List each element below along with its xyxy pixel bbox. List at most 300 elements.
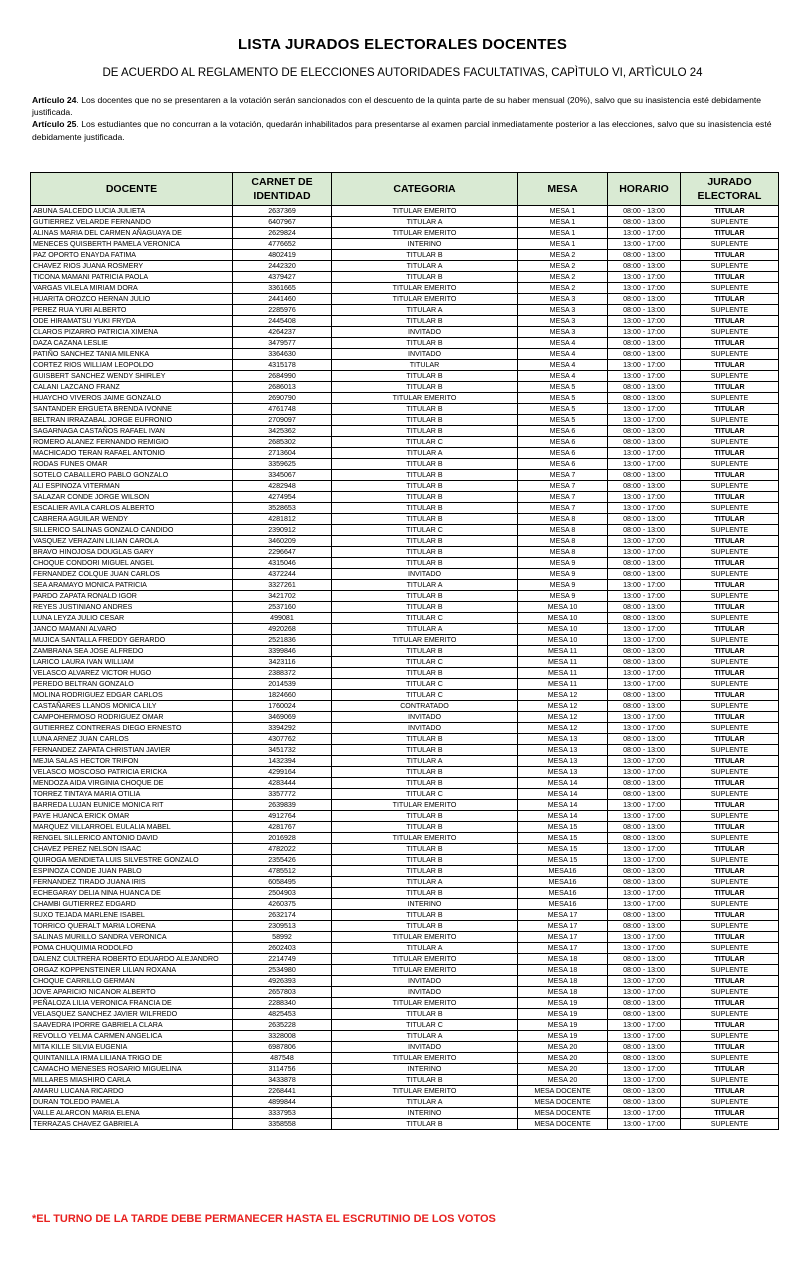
cell-carnet: 2504903 (233, 888, 332, 899)
cell-horario: 13:00 - 17:00 (608, 723, 681, 734)
cell-categoria: INVITADO (332, 976, 518, 987)
cell-jurado: TITULAR (681, 492, 779, 503)
cell-carnet: 6058495 (233, 877, 332, 888)
cell-docente: ALINAS MARIA DEL CARMEN AÑAGUAYA DE (31, 228, 233, 239)
cell-docente: MEJIA SALAS HECTOR TRIFON (31, 756, 233, 767)
cell-docente: ABUNA SALCEDO LUCIA JULIETA (31, 206, 233, 217)
cell-docente: MOLINA RODRIGUEZ EDGAR CARLOS (31, 690, 233, 701)
cell-categoria: TITULAR C (332, 657, 518, 668)
cell-categoria: TITULAR B (332, 536, 518, 547)
cell-mesa: MESA 7 (518, 503, 608, 514)
table-row (31, 371, 779, 382)
cell-jurado: SUPLENTE (681, 745, 779, 756)
table-row (31, 1075, 779, 1086)
cell-carnet: 4260375 (233, 899, 332, 910)
cell-carnet: 2309513 (233, 921, 332, 932)
cell-mesa: MESA 2 (518, 250, 608, 261)
cell-jurado: SUPLENTE (681, 1009, 779, 1020)
cell-mesa: MESA 20 (518, 1053, 608, 1064)
cell-docente: CAMPOHERMOSO RODRIGUEZ OMAR (31, 712, 233, 723)
cell-mesa: MESA 11 (518, 646, 608, 657)
cell-jurado: TITULAR (681, 998, 779, 1009)
page-subtitle: DE ACUERDO AL REGLAMENTO DE ELECCIONES AUTORIDADES FACULTATIVAS, CAPÌTULO VI, ARTÌCULO 24 (102, 67, 703, 79)
cell-horario: 08:00 - 13:00 (608, 602, 681, 613)
cell-mesa: MESA 13 (518, 767, 608, 778)
cell-mesa: MESA 8 (518, 547, 608, 558)
table-row (31, 514, 779, 525)
cell-mesa: MESA 18 (518, 976, 608, 987)
cell-carnet: 4283444 (233, 778, 332, 789)
cell-mesa: MESA 5 (518, 393, 608, 404)
cell-jurado: SUPLENTE (681, 943, 779, 954)
cell-categoria: TITULAR EMERITO (332, 393, 518, 404)
cell-carnet: 2602403 (233, 943, 332, 954)
cell-docente: LARICO LAURA IVAN WILLIAM (31, 657, 233, 668)
table-row (31, 954, 779, 965)
cell-horario: 08:00 - 13:00 (608, 338, 681, 349)
cell-jurado: TITULAR (681, 778, 779, 789)
cell-docente: MARQUEZ VILLARROEL EULALIA MABEL (31, 822, 233, 833)
cell-docente: HUARITA OROZCO HERNAN JULIO (31, 294, 233, 305)
cell-docente: RODAS FUNES OMAR (31, 459, 233, 470)
cell-docente: VELASCO ALVAREZ VICTOR HUGO (31, 668, 233, 679)
cell-categoria: TITULAR B (332, 734, 518, 745)
cell-horario: 13:00 - 17:00 (608, 228, 681, 239)
cell-docente: QUIROGA MENDIETA LUIS SILVESTRE GONZALO (31, 855, 233, 866)
cell-carnet: 2268441 (233, 1086, 332, 1097)
cell-docente: CLAROS PIZARRO PATRICIA XIMENA (31, 327, 233, 338)
cell-jurado: TITULAR (681, 1020, 779, 1031)
cell-mesa: MESA16 (518, 888, 608, 899)
cell-jurado: SUPLENTE (681, 1119, 779, 1130)
cell-docente: REVOLLO YELMA CARMEN ANGELICA (31, 1031, 233, 1042)
cell-categoria: INVITADO (332, 723, 518, 734)
table-row (31, 558, 779, 569)
cell-mesa: MESA 6 (518, 448, 608, 459)
cell-categoria: TITULAR B (332, 745, 518, 756)
cell-horario: 13:00 - 17:00 (608, 316, 681, 327)
table-row (31, 976, 779, 987)
cell-horario: 13:00 - 17:00 (608, 976, 681, 987)
table-row (31, 294, 779, 305)
cell-carnet: 4926393 (233, 976, 332, 987)
cell-docente: MENECES QUISBERTH PAMELA VERONICA (31, 239, 233, 250)
cell-horario: 08:00 - 13:00 (608, 525, 681, 536)
cell-categoria: TITULAR B (332, 503, 518, 514)
cell-carnet: 3423116 (233, 657, 332, 668)
cell-categoria: TITULAR A (332, 1031, 518, 1042)
footer-note: *EL TURNO DE LA TARDE DEBE PERMANECER HASTA EL ESCRUTINIO DE LOS VOTOS (32, 1213, 496, 1225)
cell-docente: DAZA CAZANA LESLIE (31, 338, 233, 349)
cell-carnet: 3528653 (233, 503, 332, 514)
cell-jurado: SUPLENTE (681, 569, 779, 580)
cell-horario: 08:00 - 13:00 (608, 646, 681, 657)
cell-mesa: MESA 19 (518, 1020, 608, 1031)
table-row (31, 965, 779, 976)
table-row (31, 789, 779, 800)
cell-horario: 13:00 - 17:00 (608, 404, 681, 415)
table-row (31, 921, 779, 932)
table-row (31, 261, 779, 272)
cell-jurado: TITULAR (681, 558, 779, 569)
cell-categoria: TITULAR B (332, 492, 518, 503)
cell-docente: FERNANDEZ COLQUE JUAN CARLOS (31, 569, 233, 580)
table-row (31, 778, 779, 789)
cell-categoria: TITULAR B (332, 558, 518, 569)
cell-jurado: TITULAR (681, 338, 779, 349)
cell-carnet: 2390912 (233, 525, 332, 536)
cell-categoria: TITULAR C (332, 613, 518, 624)
cell-mesa: MESA 20 (518, 1075, 608, 1086)
cell-mesa: MESA 17 (518, 932, 608, 943)
cell-jurado: SUPLENTE (681, 239, 779, 250)
cell-mesa: MESA 2 (518, 261, 608, 272)
cell-mesa: MESA 7 (518, 470, 608, 481)
cell-mesa: MESA 10 (518, 635, 608, 646)
cell-docente: REYES JUSTINIANO ANDRES (31, 602, 233, 613)
cell-categoria: TITULAR A (332, 1097, 518, 1108)
cell-mesa: MESA 5 (518, 404, 608, 415)
cell-docente: TICONA MAMANI PATRICIA PAOLA (31, 272, 233, 283)
cell-horario: 13:00 - 17:00 (608, 800, 681, 811)
cell-horario: 08:00 - 13:00 (608, 349, 681, 360)
cell-jurado: SUPLENTE (681, 811, 779, 822)
table-row (31, 822, 779, 833)
cell-horario: 08:00 - 13:00 (608, 701, 681, 712)
cell-jurado: TITULAR (681, 514, 779, 525)
cell-categoria: TITULAR EMERITO (332, 998, 518, 1009)
table-row (31, 1108, 779, 1119)
cell-categoria: TITULAR A (332, 580, 518, 591)
cell-jurado: TITULAR (681, 404, 779, 415)
cell-mesa: MESA 4 (518, 360, 608, 371)
cell-docente: MILLARES MIASHIRO CARLA (31, 1075, 233, 1086)
cell-categoria: INVITADO (332, 327, 518, 338)
cell-mesa: MESA 11 (518, 657, 608, 668)
cell-horario: 08:00 - 13:00 (608, 657, 681, 668)
cell-categoria: TITULAR B (332, 602, 518, 613)
cell-docente: GUTIERREZ VELARDE FERNANDO (31, 217, 233, 228)
table-row (31, 305, 779, 316)
cell-carnet: 1824660 (233, 690, 332, 701)
table-row (31, 888, 779, 899)
cell-docente: AMARU LUCANA RICARDO (31, 1086, 233, 1097)
cell-mesa: MESA 7 (518, 481, 608, 492)
cell-horario: 08:00 - 13:00 (608, 789, 681, 800)
article-25-text: . Los estudiantes que no concurran a la votación, quedarán inhabilitados para presentarse al examen parcial inmediatamente posterior a las elecciones, salvo que su inasistencia esté debidamente justificada. (32, 119, 772, 142)
cell-horario: 08:00 - 13:00 (608, 437, 681, 448)
cell-docente: JANCO MAMANI ALVARO (31, 624, 233, 635)
cell-mesa: MESA 9 (518, 558, 608, 569)
cell-docente: PATIÑO SANCHEZ TANIA MILENKA (31, 349, 233, 360)
cell-carnet: 3433878 (233, 1075, 332, 1086)
cell-jurado: SUPLENTE (681, 899, 779, 910)
cell-categoria: TITULAR B (332, 459, 518, 470)
cell-jurado: SUPLENTE (681, 657, 779, 668)
cell-docente: SILLERICO SALINAS GONZALO CANDIDO (31, 525, 233, 536)
cell-jurado: TITULAR (681, 1042, 779, 1053)
cell-carnet: 2686013 (233, 382, 332, 393)
cell-jurado: SUPLENTE (681, 503, 779, 514)
table-row (31, 327, 779, 338)
cell-docente: ORGAZ KOPPENSTEINER LILIAN ROXANA (31, 965, 233, 976)
cell-jurado: TITULAR (681, 690, 779, 701)
table-row (31, 866, 779, 877)
cell-horario: 08:00 - 13:00 (608, 558, 681, 569)
header-carnet: CARNET DE IDENTIDAD (233, 173, 332, 206)
table-row (31, 932, 779, 943)
cell-mesa: MESA 18 (518, 965, 608, 976)
cell-docente: SANTANDER ERGUETA BRENDA IVONNE (31, 404, 233, 415)
cell-carnet: 3425362 (233, 426, 332, 437)
cell-jurado: SUPLENTE (681, 789, 779, 800)
cell-mesa: MESA DOCENTE (518, 1086, 608, 1097)
cell-mesa: MESA 15 (518, 822, 608, 833)
cell-categoria: INVITADO (332, 987, 518, 998)
cell-jurado: TITULAR (681, 448, 779, 459)
cell-horario: 13:00 - 17:00 (608, 987, 681, 998)
cell-horario: 08:00 - 13:00 (608, 745, 681, 756)
table-row (31, 1009, 779, 1020)
cell-jurado: SUPLENTE (681, 305, 779, 316)
cell-horario: 08:00 - 13:00 (608, 910, 681, 921)
cell-jurado: TITULAR (681, 1086, 779, 1097)
cell-carnet: 2637369 (233, 206, 332, 217)
cell-carnet: 3345067 (233, 470, 332, 481)
cell-horario: 13:00 - 17:00 (608, 360, 681, 371)
cell-categoria: TITULAR B (332, 921, 518, 932)
cell-docente: VALLE ALARCON MARIA ELENA (31, 1108, 233, 1119)
cell-docente: BARREDA LUJAN EUNICE MONICA RIT (31, 800, 233, 811)
table-row (31, 811, 779, 822)
cell-jurado: TITULAR (681, 866, 779, 877)
cell-jurado: TITULAR (681, 250, 779, 261)
table-row (31, 745, 779, 756)
cell-jurado: TITULAR (681, 228, 779, 239)
cell-docente: PAYE HUANCA ERICK OMAR (31, 811, 233, 822)
cell-mesa: MESA 14 (518, 778, 608, 789)
table-row (31, 437, 779, 448)
article-24-text: . Los docentes que no se presentaren a la votación serán sancionados con el descuento de la quinta parte de su haber mensual (20%), salvo que su inasistencia esté debidamente justificada. (32, 95, 762, 118)
cell-docente: POMA CHUQUIMIA RODOLFO (31, 943, 233, 954)
cell-categoria: TITULAR B (332, 646, 518, 657)
cell-jurado: SUPLENTE (681, 613, 779, 624)
cell-mesa: MESA 14 (518, 800, 608, 811)
cell-categoria: TITULAR C (332, 1020, 518, 1031)
cell-docente: CAMACHO MENESES ROSARIO MIGUELINA (31, 1064, 233, 1075)
cell-horario: 13:00 - 17:00 (608, 591, 681, 602)
table-row (31, 1086, 779, 1097)
cell-categoria: TITULAR B (332, 404, 518, 415)
cell-carnet: 3479577 (233, 338, 332, 349)
cell-categoria: TITULAR C (332, 789, 518, 800)
cell-carnet: 4282948 (233, 481, 332, 492)
cell-horario: 08:00 - 13:00 (608, 382, 681, 393)
cell-horario: 08:00 - 13:00 (608, 1086, 681, 1097)
cell-carnet: 2657803 (233, 987, 332, 998)
cell-carnet: 6407967 (233, 217, 332, 228)
header-categoria: CATEGORIA (332, 173, 518, 206)
cell-docente: MITA KILLE SILVIA EUGENIA (31, 1042, 233, 1053)
cell-docente: BRAVO HINOJOSA DOUGLAS GARY (31, 547, 233, 558)
cell-jurado: SUPLENTE (681, 1075, 779, 1086)
cell-docente: SAAVEDRA IPORRE GABRIELA CLARA (31, 1020, 233, 1031)
cell-mesa: MESA 9 (518, 569, 608, 580)
cell-categoria: TITULAR B (332, 316, 518, 327)
table-row (31, 206, 779, 217)
cell-categoria: TITULAR EMERITO (332, 206, 518, 217)
cell-carnet: 3460209 (233, 536, 332, 547)
table-row (31, 1119, 779, 1130)
cell-jurado: TITULAR (681, 382, 779, 393)
cell-docente: TORRICO QUERALT MARIA LORENA (31, 921, 233, 932)
table-row (31, 250, 779, 261)
cell-jurado: SUPLENTE (681, 393, 779, 404)
cell-docente: CHOQUE CONDORI MIGUEL ANGEL (31, 558, 233, 569)
cell-mesa: MESA 14 (518, 811, 608, 822)
cell-carnet: 4264237 (233, 327, 332, 338)
cell-carnet: 4825453 (233, 1009, 332, 1020)
cell-mesa: MESA 6 (518, 437, 608, 448)
cell-jurado: TITULAR (681, 822, 779, 833)
cell-categoria: TITULAR EMERITO (332, 965, 518, 976)
table-row (31, 910, 779, 921)
cell-carnet: 4802419 (233, 250, 332, 261)
cell-docente: ECHEGARAY DELIA NINA HUANCA DE (31, 888, 233, 899)
table-row (31, 624, 779, 635)
cell-jurado: SUPLENTE (681, 679, 779, 690)
cell-mesa: MESA 19 (518, 1009, 608, 1020)
cell-mesa: MESA 2 (518, 283, 608, 294)
cell-categoria: TITULAR B (332, 415, 518, 426)
cell-jurado: TITULAR (681, 206, 779, 217)
cell-carnet: 4315046 (233, 558, 332, 569)
cell-categoria: TITULAR B (332, 811, 518, 822)
cell-mesa: MESA 3 (518, 294, 608, 305)
cell-jurado: SUPLENTE (681, 591, 779, 602)
cell-horario: 13:00 - 17:00 (608, 844, 681, 855)
cell-mesa: MESA 3 (518, 316, 608, 327)
cell-docente: ESPINOZA CONDE JUAN PABLO (31, 866, 233, 877)
cell-categoria: TITULAR B (332, 910, 518, 921)
table-row (31, 723, 779, 734)
cell-mesa: MESA 7 (518, 492, 608, 503)
table-row (31, 525, 779, 536)
cell-categoria: TITULAR B (332, 778, 518, 789)
cell-carnet: 2296647 (233, 547, 332, 558)
cell-categoria: TITULAR C (332, 679, 518, 690)
cell-mesa: MESA 1 (518, 228, 608, 239)
cell-categoria: TITULAR B (332, 822, 518, 833)
cell-categoria: TITULAR A (332, 943, 518, 954)
cell-horario: 13:00 - 17:00 (608, 624, 681, 635)
cell-docente: SALINAS MURILLO SANDRA VERONICA (31, 932, 233, 943)
cell-jurado: SUPLENTE (681, 635, 779, 646)
cell-carnet: 3358558 (233, 1119, 332, 1130)
cell-docente: PEREDO BELTRAN GONZALO (31, 679, 233, 690)
table-row (31, 1097, 779, 1108)
cell-horario: 13:00 - 17:00 (608, 855, 681, 866)
cell-mesa: MESA 4 (518, 371, 608, 382)
cell-categoria: TITULAR EMERITO (332, 1053, 518, 1064)
cell-horario: 13:00 - 17:00 (608, 327, 681, 338)
cell-horario: 08:00 - 13:00 (608, 206, 681, 217)
cell-carnet: 2521836 (233, 635, 332, 646)
cell-carnet: 1432394 (233, 756, 332, 767)
page-title: LISTA JURADOS ELECTORALES DOCENTES (237, 36, 568, 53)
cell-carnet: 4307762 (233, 734, 332, 745)
cell-mesa: MESA 1 (518, 217, 608, 228)
cell-categoria: INVITADO (332, 1042, 518, 1053)
cell-carnet: 2629824 (233, 228, 332, 239)
cell-mesa: MESA 2 (518, 272, 608, 283)
cell-categoria: TITULAR B (332, 1075, 518, 1086)
table-row (31, 393, 779, 404)
cell-horario: 13:00 - 17:00 (608, 1020, 681, 1031)
cell-carnet: 3469069 (233, 712, 332, 723)
cell-categoria: CONTRATADO (332, 701, 518, 712)
cell-categoria: TITULAR B (332, 1009, 518, 1020)
cell-jurado: SUPLENTE (681, 415, 779, 426)
cell-jurado: SUPLENTE (681, 877, 779, 888)
article-25-label: Artículo 25 (32, 119, 77, 130)
cell-jurado: TITULAR (681, 602, 779, 613)
cell-mesa: MESA 8 (518, 525, 608, 536)
cell-mesa: MESA 15 (518, 844, 608, 855)
cell-docente: SEA ARAMAYO MONICA PATRICIA (31, 580, 233, 591)
cell-categoria: TITULAR A (332, 448, 518, 459)
cell-carnet: 4899844 (233, 1097, 332, 1108)
cell-horario: 08:00 - 13:00 (608, 514, 681, 525)
cell-docente: TERRAZAS CHAVEZ GABRIELA (31, 1119, 233, 1130)
cell-mesa: MESA16 (518, 899, 608, 910)
cell-jurado: SUPLENTE (681, 327, 779, 338)
cell-jurado: SUPLENTE (681, 1097, 779, 1108)
cell-mesa: MESA 11 (518, 668, 608, 679)
cell-docente: LUNA ARNEZ JUAN CARLOS (31, 734, 233, 745)
cell-docente: ESCALIER AVILA CARLOS ALBERTO (31, 503, 233, 514)
cell-horario: 13:00 - 17:00 (608, 899, 681, 910)
cell-mesa: MESA 19 (518, 998, 608, 1009)
cell-horario: 13:00 - 17:00 (608, 668, 681, 679)
cell-jurado: SUPLENTE (681, 371, 779, 382)
cell-carnet: 2214749 (233, 954, 332, 965)
cell-categoria: TITULAR B (332, 371, 518, 382)
cell-jurado: SUPLENTE (681, 217, 779, 228)
table-row (31, 239, 779, 250)
cell-horario: 08:00 - 13:00 (608, 1009, 681, 1020)
cell-horario: 08:00 - 13:00 (608, 470, 681, 481)
cell-carnet: 2684990 (233, 371, 332, 382)
cell-horario: 08:00 - 13:00 (608, 481, 681, 492)
cell-mesa: MESA16 (518, 877, 608, 888)
table-row (31, 382, 779, 393)
cell-carnet: 3394292 (233, 723, 332, 734)
cell-carnet: 2537160 (233, 602, 332, 613)
cell-horario: 13:00 - 17:00 (608, 415, 681, 426)
cell-carnet: 4372244 (233, 569, 332, 580)
cell-horario: 08:00 - 13:00 (608, 1097, 681, 1108)
table-row (31, 283, 779, 294)
cell-horario: 13:00 - 17:00 (608, 932, 681, 943)
cell-categoria: TITULAR B (332, 855, 518, 866)
cell-horario: 08:00 - 13:00 (608, 965, 681, 976)
cell-categoria: TITULAR A (332, 877, 518, 888)
cell-docente: SOTELO CABALLERO PABLO GONZALO (31, 470, 233, 481)
cell-horario: 13:00 - 17:00 (608, 580, 681, 591)
cell-mesa: MESA 17 (518, 943, 608, 954)
cell-jurado: SUPLENTE (681, 965, 779, 976)
